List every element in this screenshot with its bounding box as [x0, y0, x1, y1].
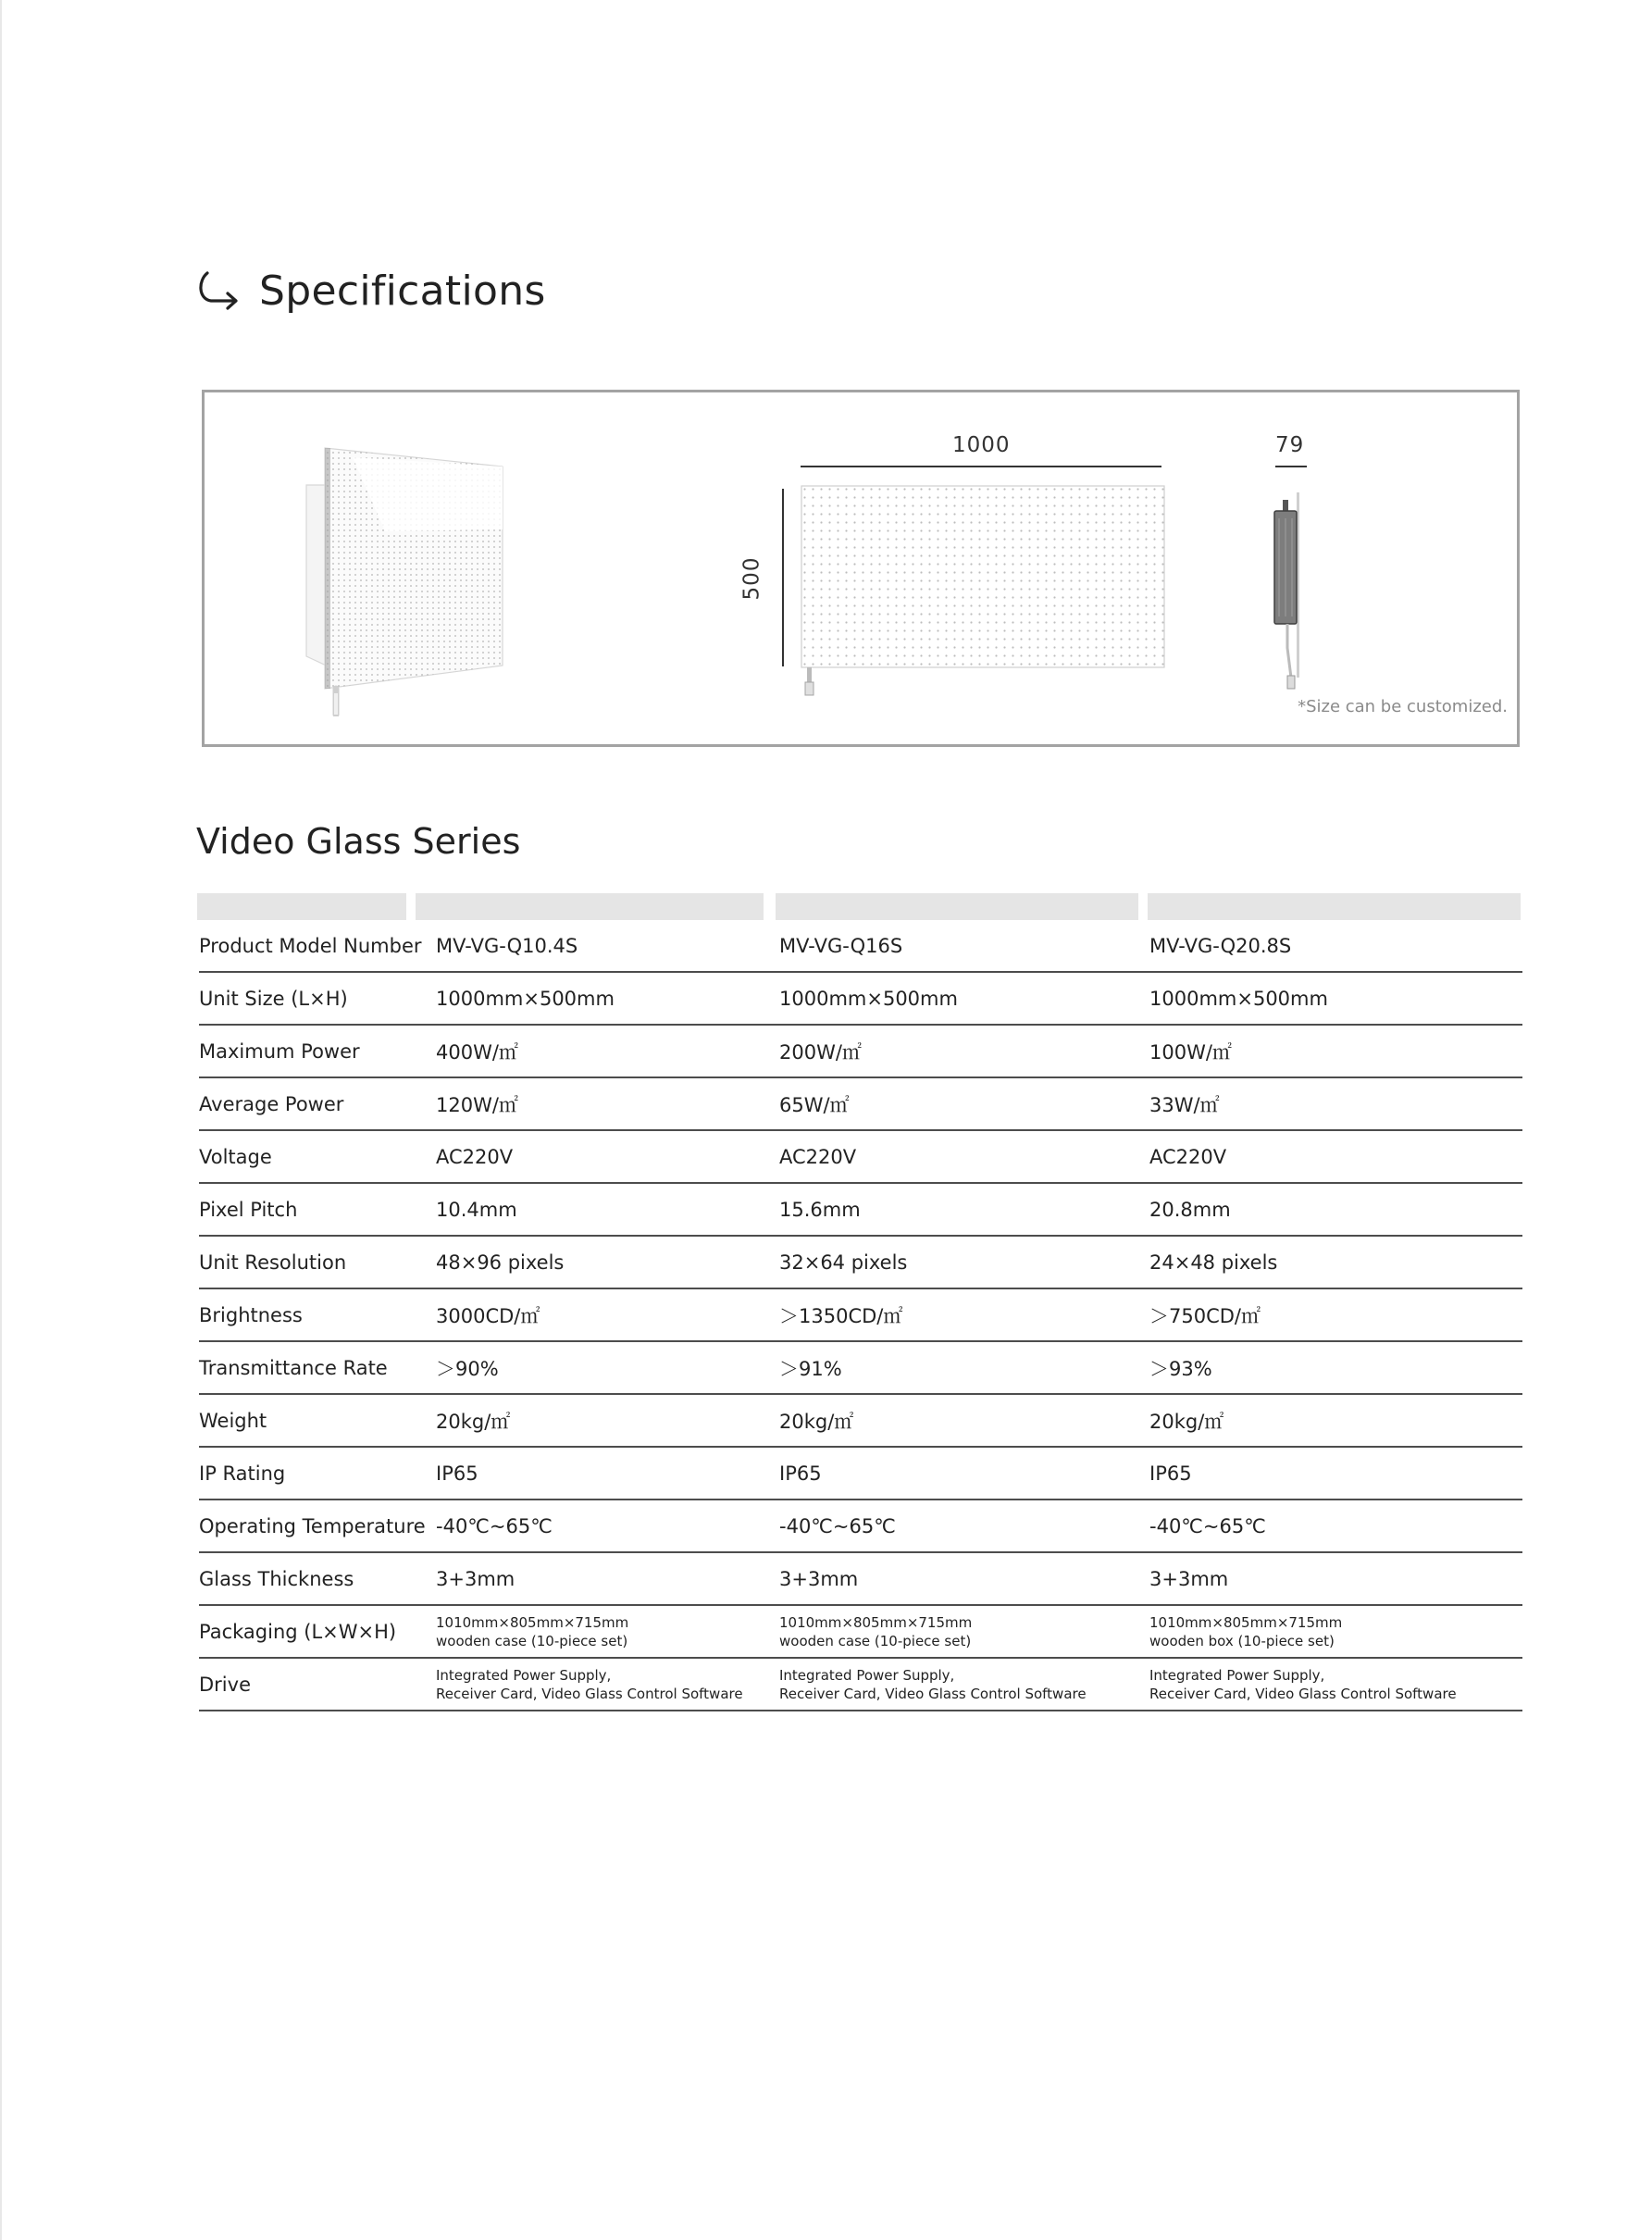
cell-value: [1149, 1659, 1520, 1710]
row-label: Weight: [199, 1409, 267, 1432]
cell-value: 33W/㎡: [1149, 1093, 1220, 1116]
table-header-bar-col2: [776, 893, 1138, 920]
table-row: [199, 1500, 1522, 1553]
table-row: [199, 1078, 1522, 1131]
row-label: Unit Resolution: [199, 1251, 347, 1274]
cell-value: 48×96 pixels: [436, 1251, 565, 1274]
height-dimension-label: 500: [739, 556, 764, 601]
table-row: [199, 1395, 1522, 1448]
table-header-bar-col3: [1148, 893, 1521, 920]
cell-value: -40℃~65℃: [1149, 1514, 1266, 1537]
cell-value: 3000CD/㎡: [436, 1304, 540, 1327]
table-row: [199, 1026, 1522, 1078]
cell-value: ＞93%: [1149, 1357, 1212, 1380]
cell-value: MV-VG-Q10.4S: [436, 934, 578, 957]
width-dimension-line: [801, 466, 1161, 467]
cell-line: Receiver Card, Video Glass Control Software: [1149, 1685, 1457, 1702]
cell-value: ＞91%: [779, 1357, 842, 1380]
depth-dimension-label: 79: [1275, 433, 1305, 457]
cell-line: 1010mm×805mm×715mm: [1149, 1613, 1343, 1631]
cell-value: 20.8mm: [1149, 1198, 1231, 1221]
row-label: Maximum Power: [199, 1039, 360, 1063]
cell-value: 3+3mm: [779, 1567, 859, 1590]
customization-note: *Size can be customized.: [1298, 697, 1508, 716]
row-label: Operating Temperature: [199, 1514, 426, 1537]
row-label: IP Rating: [199, 1462, 286, 1485]
table-row: [199, 1131, 1522, 1184]
cell-line: Integrated Power Supply,: [779, 1666, 955, 1684]
cell-value: [436, 1659, 769, 1710]
cell-value: [779, 1659, 1140, 1710]
width-dimension-label: 1000: [952, 433, 1011, 457]
cell-value: ＞750CD/㎡: [1149, 1304, 1261, 1327]
cell-value: 100W/㎡: [1149, 1040, 1232, 1064]
page-title: Specifications: [259, 267, 546, 315]
cell-value: [436, 1606, 769, 1657]
table-row-packaging: [199, 1606, 1522, 1659]
row-label: Voltage: [199, 1145, 272, 1168]
product-perspective-image: [297, 439, 612, 716]
cell-value: 3+3mm: [436, 1567, 515, 1590]
cell-value: IP65: [436, 1462, 478, 1485]
table-row: [199, 1289, 1522, 1342]
cell-line: Receiver Card, Video Glass Control Software: [436, 1685, 743, 1702]
cell-value: MV-VG-Q20.8S: [1149, 934, 1292, 957]
table-row: [199, 920, 1522, 973]
section-heading: [196, 261, 546, 320]
row-label: Pixel Pitch: [199, 1198, 298, 1221]
cell-value: AC220V: [1149, 1145, 1227, 1168]
table-header-bar-col1: [416, 893, 764, 920]
cell-value: 1000mm×500mm: [436, 987, 615, 1010]
cell-line: 1010mm×805mm×715mm: [779, 1613, 973, 1631]
table-row: [199, 973, 1522, 1026]
cell-value: 1000mm×500mm: [779, 987, 958, 1010]
cell-value: 65W/㎡: [779, 1093, 850, 1116]
cell-value: 10.4mm: [436, 1198, 517, 1221]
cell-line: wooden case (10-piece set): [436, 1632, 628, 1649]
table-row: [199, 1184, 1522, 1237]
cell-value: AC220V: [436, 1145, 514, 1168]
cell-value: MV-VG-Q16S: [779, 934, 903, 957]
cell-line: Integrated Power Supply,: [436, 1666, 612, 1684]
cell-line: Receiver Card, Video Glass Control Software: [779, 1685, 1087, 1702]
cell-value: ＞90%: [436, 1357, 499, 1380]
product-diagram-box: [202, 390, 1520, 747]
table-row: [199, 1342, 1522, 1395]
cell-value: 20kg/㎡: [436, 1410, 511, 1433]
cell-line: wooden box (10-piece set): [1149, 1632, 1335, 1649]
cell-value: 20kg/㎡: [1149, 1410, 1224, 1433]
cell-value: IP65: [1149, 1462, 1192, 1485]
height-dimension-line: [782, 489, 784, 666]
table-row: [199, 1553, 1522, 1606]
row-label: Drive: [199, 1673, 251, 1696]
cell-value: ＞1350CD/㎡: [779, 1304, 903, 1327]
depth-dimension-line: [1275, 466, 1307, 467]
cell-line: Integrated Power Supply,: [1149, 1666, 1325, 1684]
cell-value: 1000mm×500mm: [1149, 987, 1328, 1010]
row-label: Packaging (L×W×H): [199, 1620, 397, 1643]
cell-value: IP65: [779, 1462, 822, 1485]
row-label: Average Power: [199, 1092, 344, 1115]
row-label: Glass Thickness: [199, 1567, 354, 1590]
cell-value: AC220V: [779, 1145, 857, 1168]
spec-table: [199, 920, 1522, 1711]
cell-value: [1149, 1606, 1520, 1657]
cell-value: 3+3mm: [1149, 1567, 1229, 1590]
cell-value: 15.6mm: [779, 1198, 861, 1221]
table-header-bar-label: [197, 893, 406, 920]
cell-value: 32×64 pixels: [779, 1251, 908, 1274]
cell-value: [779, 1606, 1140, 1657]
cell-line: 1010mm×805mm×715mm: [436, 1613, 629, 1631]
product-front-view: [801, 485, 1167, 700]
cell-value: 20kg/㎡: [779, 1410, 854, 1433]
row-label: Transmittance Rate: [199, 1356, 388, 1379]
cell-value: 120W/㎡: [436, 1093, 518, 1116]
page-edge: [0, 0, 2, 2240]
cell-value: 24×48 pixels: [1149, 1251, 1278, 1274]
cell-line: wooden case (10-piece set): [779, 1632, 972, 1649]
series-title: Video Glass Series: [196, 821, 521, 862]
row-label: Unit Size (L×H): [199, 987, 348, 1010]
table-row-drive: [199, 1659, 1522, 1711]
row-label: Product Model Number: [199, 934, 422, 957]
product-side-view: [1269, 492, 1315, 705]
curved-arrow-right-icon: [196, 269, 242, 312]
cell-value: 200W/㎡: [779, 1040, 862, 1064]
table-row: [199, 1448, 1522, 1500]
cell-value: 400W/㎡: [436, 1040, 518, 1064]
row-label: Brightness: [199, 1303, 303, 1326]
cell-value: -40℃~65℃: [779, 1514, 896, 1537]
table-row: [199, 1237, 1522, 1289]
cell-value: -40℃~65℃: [436, 1514, 553, 1537]
